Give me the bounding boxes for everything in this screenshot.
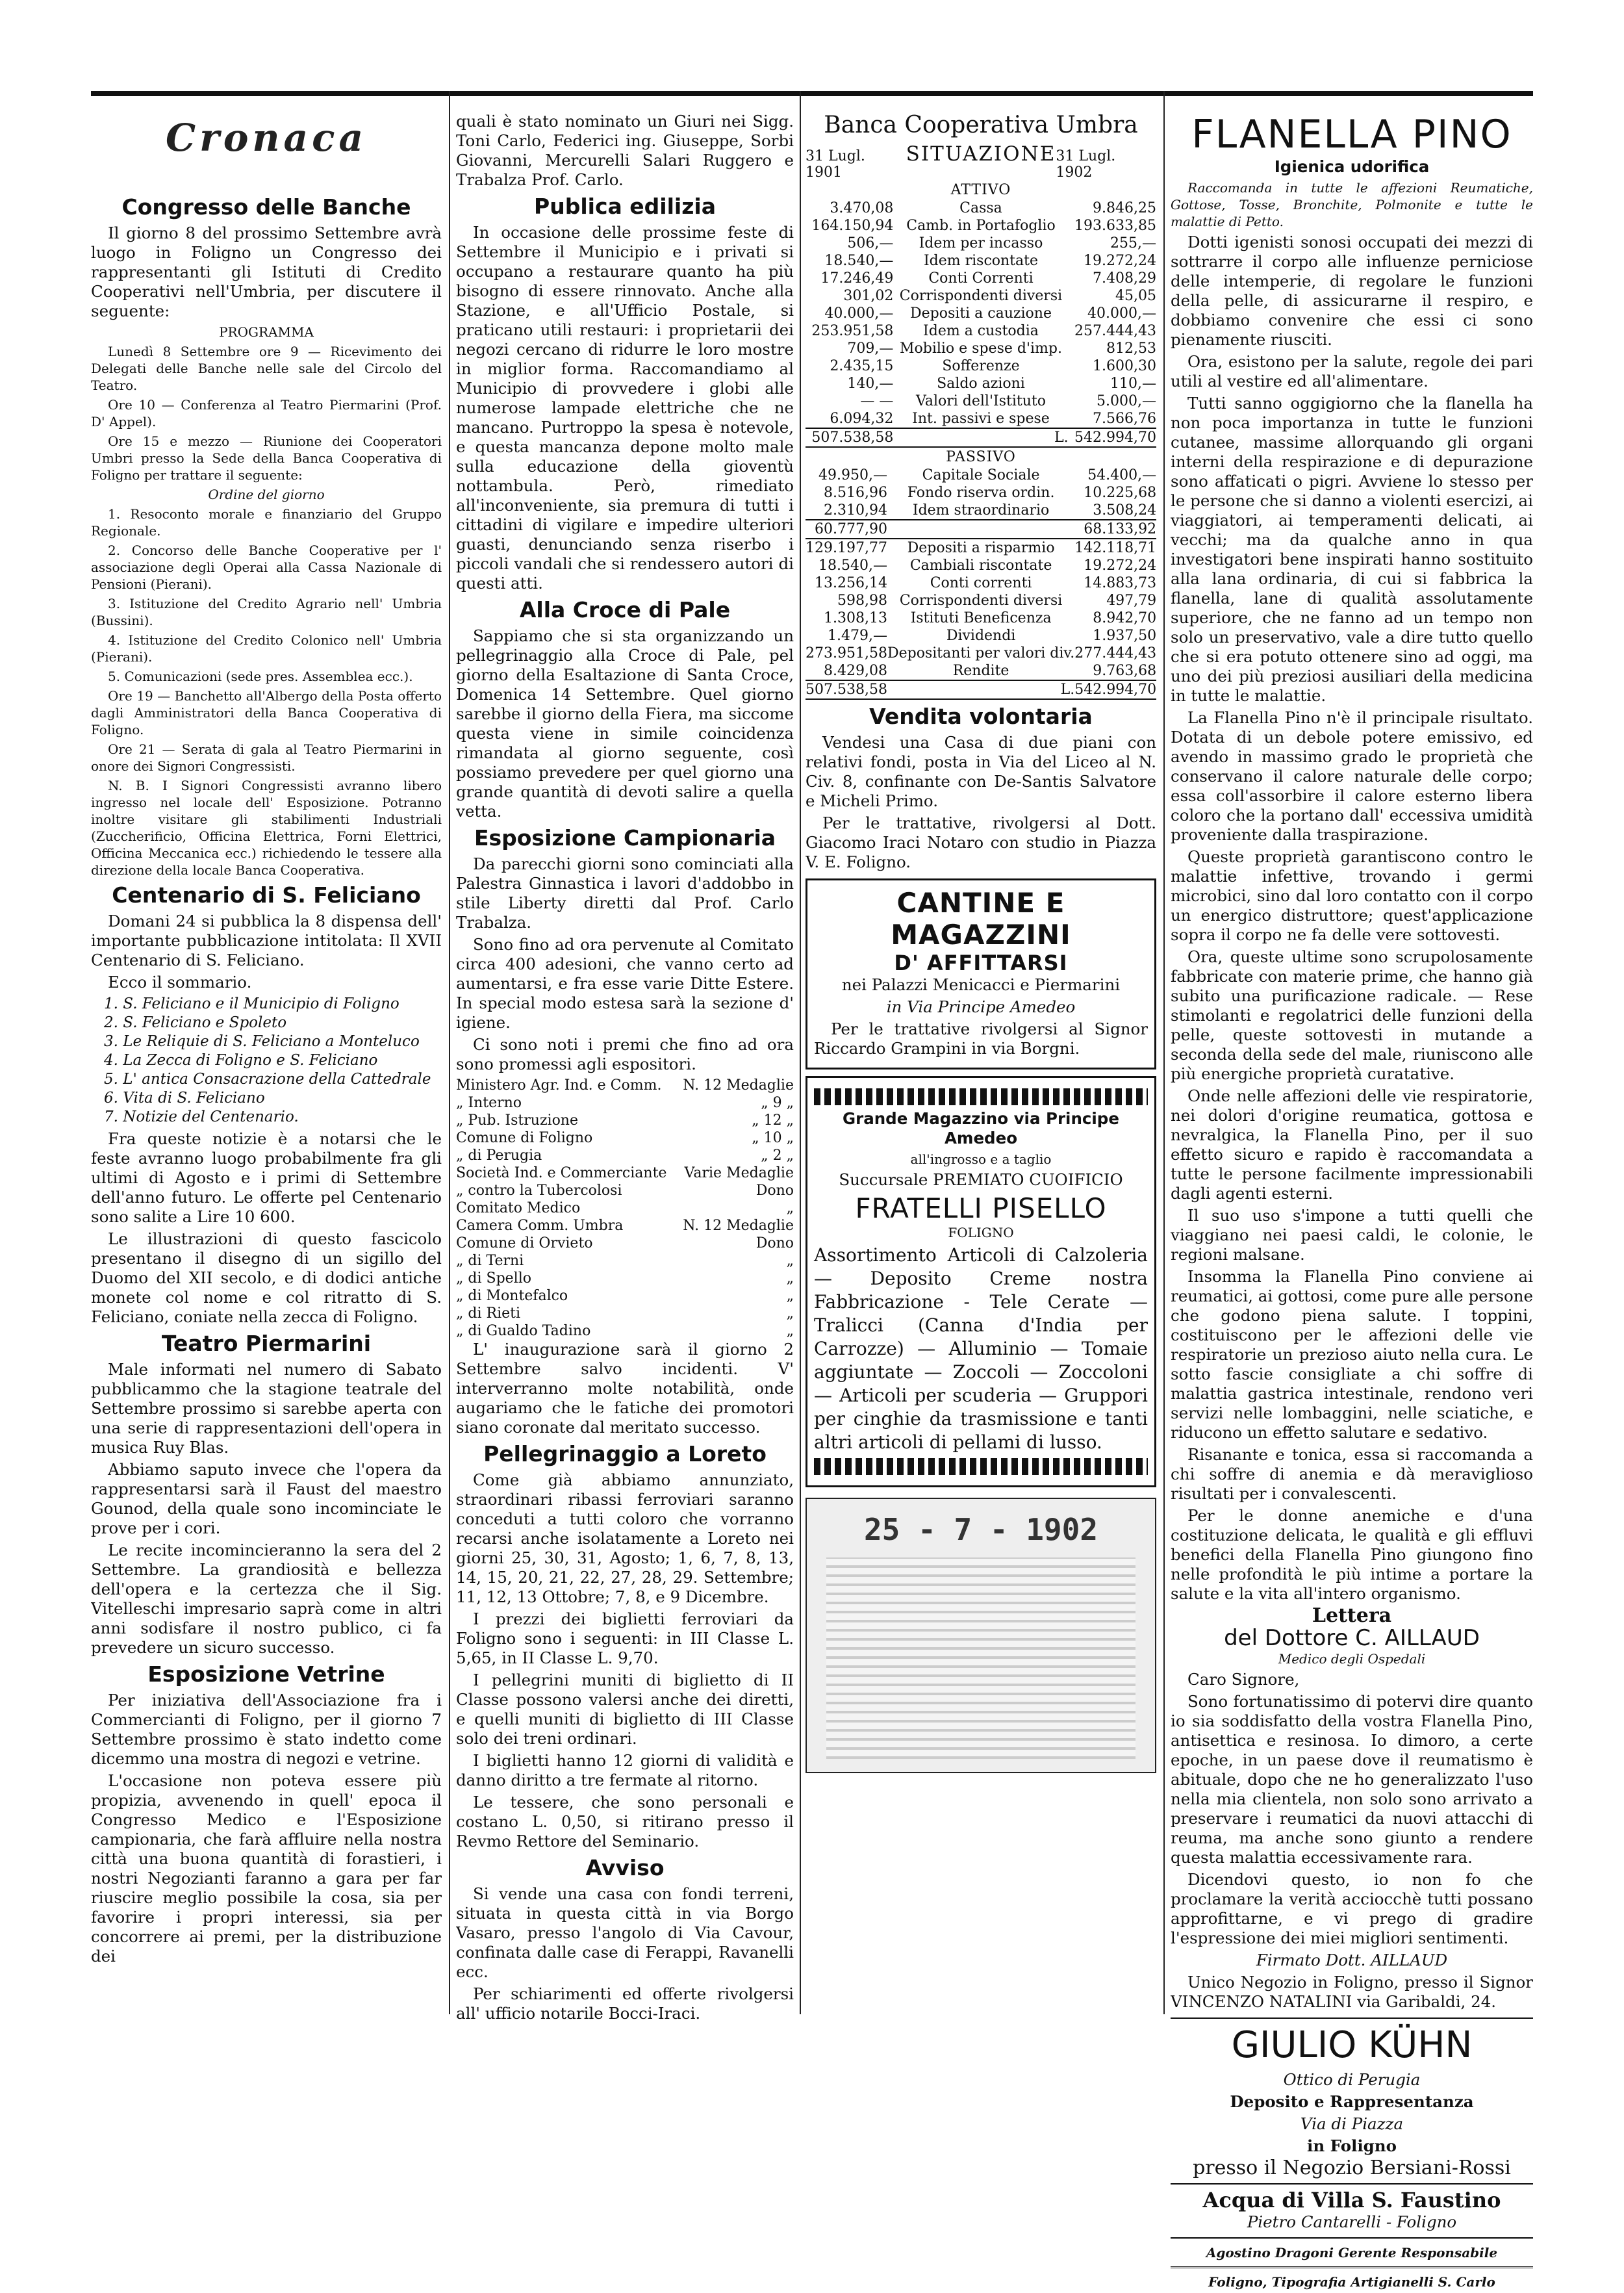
- attivo-heading: ATTIVO: [950, 182, 1011, 198]
- cantine-line: nei Palazzi Menicacci e Piermarini: [841, 975, 1121, 994]
- table-row: [806, 574, 1156, 592]
- value-1902: 54.400,—: [1087, 467, 1156, 483]
- prize-award: „: [786, 1200, 794, 1216]
- value-1902: 255,—: [1110, 235, 1156, 251]
- value-1901: 8.429,08: [824, 663, 887, 679]
- lettera-role: Medico degli Ospedali: [1278, 1651, 1426, 1667]
- paragraph: Per le trattative rivolgersi al Signor Riccardo Grampini in via Borgni.: [814, 1019, 1148, 1058]
- table-row: [806, 645, 1156, 662]
- prizes-table: [456, 1077, 794, 1340]
- table-row: [806, 305, 1156, 322]
- divider: [1171, 2237, 1533, 2239]
- prize-award: N. 12 Medaglie: [683, 1077, 794, 1094]
- table-row: [456, 1199, 794, 1217]
- value-1901: — —: [860, 393, 894, 409]
- bank-title: Banca Cooperativa Umbra: [824, 112, 1138, 138]
- prize-donor: „ di Spello: [456, 1270, 531, 1287]
- section-title: Pellegrinaggio a Loreto: [483, 1441, 767, 1467]
- faded-stamp-ad: [806, 1498, 1156, 1773]
- table-row: [806, 609, 1156, 627]
- paragraph: I pellegrini muniti di biglietto di II Classe possono valersi anche dei diretti, e quelli muniti di biglietto di III Classe solo dei treni ordinari.: [456, 1671, 794, 1748]
- column-3: [806, 112, 1156, 1784]
- paragraph: Ore 19 — Banchetto all'Albergo della Posta offerto dagli Amministratori della Banca Cooperativa di Foligno.: [91, 688, 442, 737]
- section-title: Publica edilizia: [534, 194, 716, 219]
- section-title: Esposizione Vetrine: [147, 1661, 385, 1687]
- passivo-rows: [806, 467, 1156, 520]
- item-label: Cassa: [959, 200, 1002, 216]
- subtotal-row: [806, 520, 1156, 539]
- value-1902: 7.408,29: [1093, 270, 1156, 287]
- value-1901: 140,—: [847, 376, 894, 392]
- list-item: 5. L' antica Consacrazione della Cattedrale: [104, 1071, 431, 1088]
- list-item: 2. S. Feliciano e Spoleto: [104, 1014, 287, 1031]
- table-row: [806, 252, 1156, 270]
- prize-donor: „ di Montefalco: [456, 1288, 568, 1304]
- paragraph: Queste proprietà garantiscono contro le malattie infettive, trovando i germi microbici, sino dal loro contatto con il corpo un energico distruttore; quest'applicazione sopra il corpo ne fa delle vere sottovesti.: [1171, 847, 1533, 944]
- value-1902: 193.633,85: [1074, 218, 1156, 234]
- value-1902: 8.942,70: [1093, 610, 1156, 626]
- paragraph: Unico Negozio in Foligno, presso il Signor VINCENZO NATALINI via Garibaldi, 24.: [1171, 1973, 1533, 2011]
- item-label: Depositanti per valori div.: [887, 645, 1075, 661]
- situazione-label: SITUAZIONE: [906, 142, 1056, 166]
- column-4: [1171, 112, 1533, 2293]
- kuhn-line: in Foligno: [1307, 2136, 1397, 2155]
- paragraph: I biglietti hanno 12 giorni di validità e danno diritto a tre fermate al ritorno.: [456, 1751, 794, 1789]
- value-1902: 812,53: [1106, 340, 1156, 357]
- value-1902: 19.272,24: [1084, 557, 1156, 574]
- paragraph: Come già abbiamo annunziato, straordinari ribassi ferroviari saranno conceduti a tutti coloro che vorranno recarsi anche isolatamente a Loreto nei giorni 25, 30, 31, Agosto; 1, 6, 7, 8, 13, 14, 15, 20, 21, 22, 27, 28, 29. Settembre; 11, 12, 13 Ottobre; 7, 8, e 9 Dicembre.: [456, 1470, 794, 1606]
- gerente-line: Agostino Dragoni Gerente Responsabile: [1206, 2245, 1498, 2261]
- kuhn-title: GIULIO KÜHN: [1231, 2024, 1473, 2066]
- table-row: [456, 1129, 794, 1147]
- cantine-subtitle: D' AFFITTARSI: [894, 951, 1068, 975]
- table-row: [456, 1147, 794, 1164]
- paragraph: Onde nelle affezioni delle vie respiratorie, nei dolori d'origine reumatica, gottosa e nevralgica, la Flanella Pino, per il suo effetto sicuro e rapido è raccomandata a tutte le persone facilmente impressionabili dagli agenti esterni.: [1171, 1086, 1533, 1203]
- paragraph: Tutti sanno oggigiorno che la flanella ha non poca importanza in tutte le funzioni cutanee, massime allorquando gli organi interni della respirazione e di depurazione sono affaticati o pigri. Avviene lo stesso per le persone che si danno a violenti esercizi, ai viaggiatori, ai temperamenti delicati, ai vecchi; ma da qualche anno in qua investigatori bene inspirati hanno sostituito alla lana ordinaria, di cui si fabbrica la flanella, lane di qualità assolutamente superiore, che ne fanno ad un tempo non solo un preservativo, vale a dire tutto quello che si era potuto ottenere sino ad oggi, ma uno dei più preziosi ausiliari della medicina in tutte le malattie.: [1171, 394, 1533, 705]
- value-1901: 709,—: [847, 340, 894, 357]
- ad-line: all'ingrosso e a taglio: [910, 1151, 1052, 1167]
- paragraph: Sono fino ad ora pervenute al Comitato circa 400 adesioni, che vanno certo ad aumentarsi, e fra esse varie Ditte Estere. In special modo estesa sarà la sezione d' igiene.: [456, 935, 794, 1032]
- item-label: Capitale Sociale: [922, 467, 1040, 483]
- paragraph: Sappiamo che si sta organizzando un pellegrinaggio alla Croce di Pale, pel giorno della Esaltazione di Santa Croce, Domenica 14 Settembre. Quel giorno sarebbe il giorno della Fiera, ma siccome questa viene in simile coincidenza rimandata al giorno seguente, così possiamo prevedere per quel giorno una grande quantità di devoti salire a quella vetta.: [456, 626, 794, 821]
- value-1901: 164.150,94: [811, 218, 894, 234]
- table-row: [456, 1217, 794, 1235]
- table-row: [806, 357, 1156, 375]
- paragraph: Risanante e tonica, essa si raccomanda a chi soffre di anemia e dà meraviglioso risultati per i convalescenti.: [1171, 1445, 1533, 1503]
- section-title: Congresso delle Banche: [121, 194, 411, 220]
- paragraph: Ore 10 — Conferenza al Teatro Piermarini (Prof. D' Appel).: [91, 397, 442, 429]
- paragraph: La Flanella Pino n'è il principale risultato. Dotata di un debole potere emissivo, ed avendo in massimo grado le proprietà che conservano il calore naturale delle corpo; essa coll'assorbire il calore esterno libera coloro che la portano dall' eccessiva umidità proveniente dalla traspirazione.: [1171, 708, 1533, 844]
- ad-body: Assortimento Articoli di Calzoleria — Deposito Creme nostra Fabbricazione - Tele Cerate — Tralicci (Canna d'India per Carrozze) — Alluminio — Tomaie aggiuntate — Zoccoli — Zoccoloni — Articoli per scuderia — Gruppori per cinghie da trasmissione e tanti altri articoli di pellami di lusso.: [814, 1244, 1148, 1453]
- kuhn-line: Deposito e Rappresentanza: [1230, 2092, 1474, 2111]
- item-label: Conti correnti: [930, 575, 1032, 591]
- prize-donor: Camera Comm. Umbra: [456, 1218, 624, 1234]
- prize-award: „: [786, 1270, 794, 1287]
- attivo-table: [806, 199, 1156, 448]
- table-row: [456, 1270, 794, 1287]
- attivo-rows: [806, 199, 1156, 428]
- paragraph: Fra queste notizie è a notarsi che le feste avranno luogo probabilmente fra gli ultimi di Agosto e i primi di Settembre dell'anno futuro. Le offerte pel Centenario sono salite a Lire 10 600.: [91, 1129, 442, 1226]
- acqua-subtitle: Pietro Cantarelli - Foligno: [1247, 2212, 1457, 2231]
- tipografia-line: Foligno, Tipografia Artigianelli S. Carlo: [1208, 2274, 1495, 2290]
- table-row: [456, 1287, 794, 1305]
- prize-donor: „ di Gualdo Tadino: [456, 1323, 591, 1339]
- paragraph: Le tessere, che sono personali e costano L. 0,50, si ritirano presso il Revmo Rettore del Seminario.: [456, 1793, 794, 1851]
- newspaper-page: [91, 91, 1533, 2290]
- value-1902: 142.118,71: [1074, 540, 1156, 556]
- table-row: [456, 1182, 794, 1199]
- paragraph: Dotti igenisti sonosi occupati dei mezzi di sottrarre il corpo alle influenze perniciose delle intemperie, di regolare le funzioni della pelle, di assicurarne il respiro, e dobbiamo convenire che essi ci sono pienamente riusciti.: [1171, 233, 1533, 349]
- value-1902: 277.444,43: [1074, 645, 1156, 661]
- paragraph: Ora, esistono per la salute, regole dei pari utili al vestire ed all'alimentare.: [1171, 352, 1533, 391]
- item-label: Idem per incasso: [919, 235, 1043, 251]
- prize-award: „: [786, 1253, 794, 1269]
- cantine-title: CANTINE E MAGAZZINI: [891, 887, 1071, 951]
- table-row: [806, 627, 1156, 645]
- value-1902: 7.566,76: [1093, 411, 1156, 427]
- list-item: 4. La Zecca di Foligno e S. Feliciano: [104, 1052, 378, 1069]
- value-1901: 18.540,—: [818, 557, 887, 574]
- table-row: [806, 557, 1156, 574]
- value-1902: 19.272,24: [1084, 253, 1156, 269]
- magazzino-ad: [806, 1076, 1156, 1487]
- prize-donor: „ di Rieti: [456, 1305, 520, 1322]
- subtotal-1901: 60.777,90: [806, 520, 887, 539]
- passivo-table: [806, 467, 1156, 700]
- table-row: [806, 199, 1156, 217]
- signature: Firmato Dott. AILLAUD: [1256, 1951, 1448, 1969]
- list-item: 3. Le Reliquie di S. Feliciano a Monteluco: [104, 1033, 420, 1050]
- date-right: 31 Lugl. 1902: [1056, 148, 1116, 181]
- paragraph: Per schiarimenti ed offerte rivolgersi all' ufficio notarile Bocci-Iraci.: [456, 1984, 794, 2023]
- value-1901: 598,98: [837, 593, 887, 609]
- value-1901: 1.308,13: [824, 610, 887, 626]
- prize-donor: „ Pub. Istruzione: [456, 1112, 578, 1129]
- value-1902: 45,05: [1115, 288, 1156, 304]
- list-item: 7. Notizie del Centenario.: [104, 1108, 299, 1125]
- value-1901: 273.951,58: [806, 645, 887, 661]
- value-1901: 3.470,08: [830, 200, 894, 216]
- value-1901: 2.435,15: [830, 358, 894, 374]
- table-row: [806, 392, 1156, 410]
- table-row: [456, 1094, 794, 1112]
- value-1901: 253.951,58: [811, 323, 894, 339]
- prize-donor: „ di Terni: [456, 1253, 524, 1269]
- paragraph: 3. Istituzione del Credito Agrario nell' Umbria (Bussini).: [91, 596, 442, 628]
- value-1902: 9.846,25: [1093, 200, 1156, 216]
- pisello-name: FRATELLI PISELLO: [855, 1192, 1107, 1224]
- sommario-list: [104, 995, 442, 1127]
- paragraph: Da parecchi giorni sono cominciati alla Palestra Ginnastica i lavori d'addobbo in stile Liberty diretti dal Prof. Carlo Trabalza.: [456, 854, 794, 932]
- value-1901: 6.094,32: [830, 411, 894, 427]
- value-1901: 2.310,94: [824, 502, 887, 519]
- prize-award: Dono: [755, 1235, 794, 1251]
- value-1901: 40.000,—: [824, 305, 894, 322]
- item-label: Fondo riserva ordin.: [907, 485, 1055, 501]
- table-row: [806, 502, 1156, 520]
- divider: [1171, 2266, 1533, 2268]
- paragraph: Le recite incomincieranno la sera del 2 Settembre. La grandiosità e bellezza dell'opera e la certezza che il Sig. Vitelleschi impresario saprà come in altri anni sodisfare il nostro publico, ci fa prevedere un sicuro successo.: [91, 1541, 442, 1657]
- value-1902: 10.225,68: [1084, 485, 1156, 501]
- table-row: [806, 410, 1156, 428]
- section-title: Vendita volontaria: [869, 704, 1093, 729]
- table-row: [806, 270, 1156, 287]
- flanella-title: FLANELLA PINO: [1191, 112, 1512, 157]
- table-row: [806, 592, 1156, 609]
- value-1901: 1.479,—: [827, 628, 887, 644]
- value-1901: 301,02: [843, 288, 894, 304]
- item-label: Camb. in Portafoglio: [906, 218, 1056, 234]
- total-1902: 542.994,70: [1074, 682, 1156, 698]
- column-divider: [449, 91, 450, 2014]
- table-row: [806, 375, 1156, 392]
- divider: [1171, 2017, 1533, 2019]
- prize-donor: Comune di Orvieto: [456, 1235, 593, 1251]
- table-row: [456, 1112, 794, 1129]
- paragraph: Ecco il sommario.: [108, 973, 252, 992]
- subtotal-label: [887, 520, 1074, 539]
- paragraph: Per le donne anemiche e d'una costituzione delicata, le qualità e gli effluvi benefici della Flanella Pino giungono fino nelle profondità le più intime a portare la salute e la vita all'intero organismo.: [1171, 1506, 1533, 1603]
- paragraph: Il giorno 8 del prossimo Settembre avrà luogo in Foligno un Congresso dei rappresentanti gli Istituti di Credito Cooperativi nell'Umbria, per discutere il seguente:: [91, 224, 442, 320]
- prize-award: „ 2 „: [761, 1147, 794, 1164]
- item-label: Dividendi: [946, 628, 1016, 644]
- paragraph: Ci sono noti i premi che fino ad ora sono promessi agli espositori.: [456, 1035, 794, 1073]
- total-row: [806, 680, 1156, 699]
- item-label: Int. passivi e spese: [912, 411, 1050, 427]
- value-1902: 497,79: [1106, 593, 1156, 609]
- subtotal-1902: 68.133,92: [1074, 520, 1156, 539]
- prize-award: N. 12 Medaglie: [683, 1218, 794, 1234]
- kuhn-line: Ottico di Perugia: [1283, 2070, 1421, 2089]
- paragraph: N. B. I Signori Congressisti avranno libero ingresso nel locale dell' Esposizione. Potranno inoltre visitare gli stabilimenti Industriali (Zuccherificio, Officina Elettrica, Forni Elettrici, Officina Meccanica ecc.) richiedendo le tessere alla direzione della locale Banca Cooperativa.: [91, 778, 442, 878]
- kuhn-line: presso il Negozio Bersiani-Rossi: [1193, 2157, 1511, 2179]
- paragraph: Abbiamo saputo invece che l'opera da rappresentarsi sarà il Faust del maestro Gounod, della quale sono incominciate le prove per i cori.: [91, 1460, 442, 1537]
- table-row: [456, 1322, 794, 1340]
- prize-award: „ 9 „: [761, 1095, 794, 1111]
- paragraph: L' inaugurazione sarà il giorno 2 Settembre salvo incidenti. V' interverranno molte notabilità, onde augariamo che le fatiche dei promotori siano coronate dal meritato successo.: [456, 1340, 794, 1437]
- item-label: Cambiali riscontate: [909, 557, 1052, 574]
- paragraph: Vendesi una Casa di due piani con relativi fondi, posta in Via del Liceo al N. Civ. 8, confinante con De-Santis Salvatore e Micheli Primo.: [806, 733, 1156, 810]
- value-1901: 49.950,—: [818, 467, 887, 483]
- lettera-from: del Dottore C. AILLAUD: [1224, 1625, 1480, 1651]
- date-left: 31 Lugl. 1901: [806, 148, 865, 181]
- situazione-header: [806, 142, 1156, 181]
- programma-heading: PROGRAMMA: [219, 324, 314, 340]
- table-row: [806, 539, 1156, 557]
- column-1: [91, 112, 442, 1969]
- table-row: [806, 484, 1156, 502]
- value-1902: 1.937,50: [1093, 628, 1156, 644]
- table-row: [456, 1252, 794, 1270]
- item-label: Mobilio e spese d'imp.: [899, 340, 1062, 357]
- item-label: Sofferenze: [942, 358, 1020, 374]
- ornamental-border: [814, 1088, 1148, 1105]
- paragraph: Si vende una casa con fondi terreni, situata in questa città in via Borgo Vasaro, presso l'angolo di Via Cavour, confinata dalle case di Ferappi, Ravanelli ecc.: [456, 1884, 794, 1981]
- paragraph: In occasione delle prossime feste di Settembre il Municipio e i privati si occupano a restaurare quanto ha più bisogno di essere rinnovato. Anche alla Stazione, e all'Ufficio Postale, si praticano utili restauri: i proprietarii dei negozi cercano di ridurre le loro mostre in miglior forma. Raccomandiamo al Municipio di provvedere i globi alle numerose lampade elettriche che ne mancano. Purtroppo la spesa è notevole, e questa mancanza depone molto male sulla educazione della gioventù nottambula. Però, rimediato all'inconveniente, sia premura di tutti i cittadini di vigilare e impedire ulteriori guasti, denunciando senza riserbo i piccoli vandali che si rendessero autori di questi atti.: [456, 223, 794, 593]
- prize-donor: „ Interno: [456, 1095, 522, 1111]
- total-row: [806, 428, 1156, 447]
- prize-donor: Società Ind. e Commerciante: [456, 1165, 667, 1181]
- prize-award: „ 10 „: [752, 1130, 794, 1146]
- total-1901: 507.538,58: [806, 682, 887, 698]
- prize-award: Dono: [755, 1183, 794, 1199]
- paragraph: 5. Comunicazioni (sede pres. Assemblea ecc.).: [108, 669, 413, 684]
- item-label: Conti Correnti: [928, 270, 1034, 287]
- value-1901: 8.516,96: [824, 485, 887, 501]
- paragraph: 1. Resoconto morale e finanziario del Gruppo Regionale.: [91, 506, 442, 539]
- paragraph: Lunedì 8 Settembre ore 9 — Ricevimento dei Delegati delle Banche nelle sale del Circolo del Teatro.: [91, 344, 442, 393]
- cantine-line: in Via Principe Amedeo: [886, 997, 1076, 1016]
- prize-donor: Comitato Medico: [456, 1200, 581, 1216]
- item-label: Istituti Beneficenza: [910, 610, 1052, 626]
- stamp-date: 25 - 7 - 1902: [863, 1512, 1098, 1547]
- item-label: Idem straordinario: [912, 502, 1050, 519]
- paragraph: Sono fortunatissimo di potervi dire quanto io sia soddisfatto della vostra Flanella Pino, antisettica e resinosa. Io dimoro, a certe epoche, in un paese dove il reumatismo è abituale, dopo che ne ho generalizzato l'uso nella mia clientela, non solo sono arrivato a preservare i reumatici da nuovi attacchi di reuma, ma anche sono giunto a rendere questa malattia eccessivamente rara.: [1171, 1692, 1533, 1867]
- table-row: [806, 467, 1156, 484]
- value-1902: 40.000,—: [1087, 305, 1156, 322]
- value-1902: 9.763,68: [1093, 663, 1156, 679]
- prize-award: „: [786, 1323, 794, 1339]
- item-label: Depositi a cauzione: [910, 305, 1052, 322]
- column-divider: [1163, 91, 1165, 2014]
- flanella-subtitle: Igienica udorifica: [1274, 157, 1430, 176]
- prize-donor: „ contro la Tubercolosi: [456, 1183, 622, 1199]
- ornamental-border: [814, 1458, 1148, 1475]
- total-1902: 542.994,70: [1069, 428, 1156, 447]
- divider: [1171, 2183, 1533, 2185]
- table-row: [806, 322, 1156, 340]
- total-currency: L.: [887, 680, 1074, 699]
- table-row: [456, 1164, 794, 1182]
- list-item: 6. Vita di S. Feliciano: [104, 1090, 265, 1107]
- paragraph: Per iniziativa dell'Associazione fra i Commercianti di Foligno, per il giorno 7 Settembre prossimo è stato indetto come dicemmo una mostra di negozi e vetrine.: [91, 1691, 442, 1768]
- value-1901: 17.246,49: [820, 270, 894, 287]
- prize-award: „: [786, 1305, 794, 1322]
- prize-donor: Comune di Foligno: [456, 1130, 593, 1146]
- top-rule: [91, 91, 1533, 96]
- column-2: [456, 112, 794, 2026]
- paragraph: Ora, queste ultime sono scrupolosamente fabbricate con materie prime, che hanno già subito una purificazione radicale. — Rese stimolanti e regolatrici delle funzioni della pelle, queste sottovesti in mutande a seconda della sede del male, riuniscono alle più energiche proprietà curatative.: [1171, 947, 1533, 1083]
- passivo-rows: [806, 539, 1156, 680]
- paragraph: 4. Istituzione del Credito Colonico nell' Umbria (Pierani).: [91, 632, 442, 665]
- item-label: Saldo azioni: [937, 376, 1025, 392]
- section-title: Avviso: [585, 1855, 665, 1880]
- paragraph: Caro Signore,: [1187, 1670, 1300, 1689]
- list-item: 1. S. Feliciano e il Municipio di Foligno: [104, 995, 400, 1012]
- acqua-title: Acqua di Villa S. Faustino: [1202, 2188, 1501, 2212]
- table-row: [806, 662, 1156, 680]
- paragraph: Il suo uso s'impone a tutti quelli che viaggiano nei paesi caldi, le colonie, le regioni malsane.: [1171, 1206, 1533, 1264]
- prize-donor: „ di Perugia: [456, 1147, 542, 1164]
- total-1901: 507.538,58: [806, 428, 893, 447]
- value-1902: 3.508,24: [1093, 502, 1156, 519]
- item-label: Rendite: [952, 663, 1009, 679]
- table-row: [806, 217, 1156, 235]
- prize-award: „: [786, 1288, 794, 1304]
- item-label: Idem a custodia: [923, 323, 1039, 339]
- total-currency: L.: [893, 428, 1068, 447]
- table-row: [456, 1235, 794, 1252]
- value-1902: 110,—: [1110, 376, 1156, 392]
- prize-donor: Ministero Agr. Ind. e Comm.: [456, 1077, 662, 1094]
- column-divider: [800, 91, 801, 2014]
- paragraph: Le illustrazioni di questo fascicolo presentano il disegno di un sigillo del Duomo del XII secolo, e di dodici antiche monete col nome e col ritratto di S. Feliciano, coniate nella zecca di Foligno.: [91, 1229, 442, 1326]
- section-title: Teatro Piermarini: [161, 1331, 372, 1356]
- table-row: [806, 235, 1156, 252]
- paragraph: Per le trattative, rivolgersi al Dott. Giacomo Iraci Notaro con studio in Piazza V. E. Foligno.: [806, 813, 1156, 871]
- value-1901: 18.540,—: [824, 253, 894, 269]
- flanella-tagline: Raccomanda in tutte le affezioni Reumatiche, Gottose, Tosse, Bronchite, Polmonite e tutte le malattie di Petto.: [1171, 180, 1533, 229]
- kuhn-line: Via di Piazza: [1300, 2114, 1404, 2133]
- table-row: [806, 340, 1156, 357]
- table-row: [806, 287, 1156, 305]
- item-label: Depositi a risparmio: [907, 540, 1055, 556]
- paragraph: Dicendovi questo, io non fo che proclamare la verità acciocchè tutti possano approfittarne, e vi prego di gradire l'espressione dei miei migliori sentimenti.: [1171, 1870, 1533, 1947]
- table-row: [456, 1305, 794, 1322]
- paragraph: 2. Concorso delle Banche Cooperative per l' associazione degli Operai alla Cassa Nazionale di Pensioni (Pierani).: [91, 543, 442, 592]
- value-1902: 257.444,43: [1074, 323, 1156, 339]
- value-1901: 129.197,77: [806, 540, 887, 556]
- item-label: Valori dell'Istituto: [915, 393, 1046, 409]
- item-label: Idem riscontate: [923, 253, 1038, 269]
- ad-line: FOLIGNO: [948, 1225, 1014, 1240]
- item-label: Corrispondenti diversi: [899, 593, 1063, 609]
- prize-award: „ 12 „: [752, 1112, 794, 1129]
- ordine-heading: Ordine del giorno: [208, 487, 325, 502]
- item-label: Corrispondenti diversi: [899, 288, 1063, 304]
- value-1901: 506,—: [847, 235, 894, 251]
- value-1901: 13.256,14: [815, 575, 887, 591]
- paragraph: Male informati nel numero di Sabato pubblicammo che la stagione teatrale del Settembre prossimo si sarebbe aperta con una serie di rappresentazioni dell'opera in musica Ruy Blas.: [91, 1360, 442, 1457]
- paragraph: Domani 24 si pubblica la 8 dispensa dell' importante pubblicazione intitolata: Il XVII Centenario di S. Feliciano.: [91, 912, 442, 969]
- cronaca-masthead: Cronaca: [91, 116, 442, 188]
- value-1902: 5.000,—: [1097, 393, 1156, 409]
- prize-award: Varie Medaglie: [684, 1165, 794, 1181]
- cantine-ad: [806, 878, 1156, 1070]
- table-row: [456, 1077, 794, 1094]
- ad-line: Grande Magazzino via Principe Amedeo: [843, 1109, 1119, 1147]
- section-title: Esposizione Campionaria: [474, 825, 776, 851]
- lettera-heading: Lettera: [1312, 1604, 1392, 1627]
- faded-print: [826, 1557, 1136, 1759]
- paragraph: Ore 21 — Serata di gala al Teatro Piermarini in onore dei Signori Congressisti.: [91, 741, 442, 774]
- paragraph: Ore 15 e mezzo — Riunione dei Cooperatori Umbri presso la Sede della Banca Cooperativa di Foligno per trattare il seguente:: [91, 433, 442, 483]
- section-title: Centenario di S. Feliciano: [112, 882, 421, 908]
- paragraph: Insomma la Flanella Pino conviene ai reumatici, ai gottosi, come pure alle persone che godono piena salute. I toppini, costituiscono per le affezioni delle vie respiratorie un prezioso aiuto nella cura. Le sotto fascie consigliate a chi soffre di malattia gastrica intestinale, rendono veri servizi nelle lombaggini, nelle sciatiche, e riducono un effetto salutare e sedativo.: [1171, 1267, 1533, 1442]
- passivo-heading: PASSIVO: [946, 449, 1016, 465]
- paragraph: L'occasione non poteva essere più propizia, avvenendo in quell' epoca il Congresso Medico e l'Esposizione campionaria, che farà affluire nella nostra città una buona quantità di forastieri, i nostri Negozianti faranno a gara per far riuscire meglio possibile la cosa, sia per favorire i propri interessi, sia per concorrere ai premi, per la distribuzione dei: [91, 1771, 442, 1966]
- value-1902: 14.883,73: [1084, 575, 1156, 591]
- ad-line: Succursale PREMIATO CUOIFICIO: [839, 1170, 1123, 1189]
- paragraph: I prezzi dei biglietti ferroviari da Foligno sono i seguenti: in III Classe L. 5,65, in II Classe L. 9,70.: [456, 1609, 794, 1667]
- section-title: Alla Croce di Pale: [519, 597, 731, 622]
- paragraph: quali è stato nominato un Giuri nei Sigg. Toni Carlo, Federici ing. Giuseppe, Sorbi Giovanni, Mercurelli Salari Ruggero e Trabalza Prof. Carlo.: [456, 112, 794, 189]
- value-1902: 1.600,30: [1093, 358, 1156, 374]
